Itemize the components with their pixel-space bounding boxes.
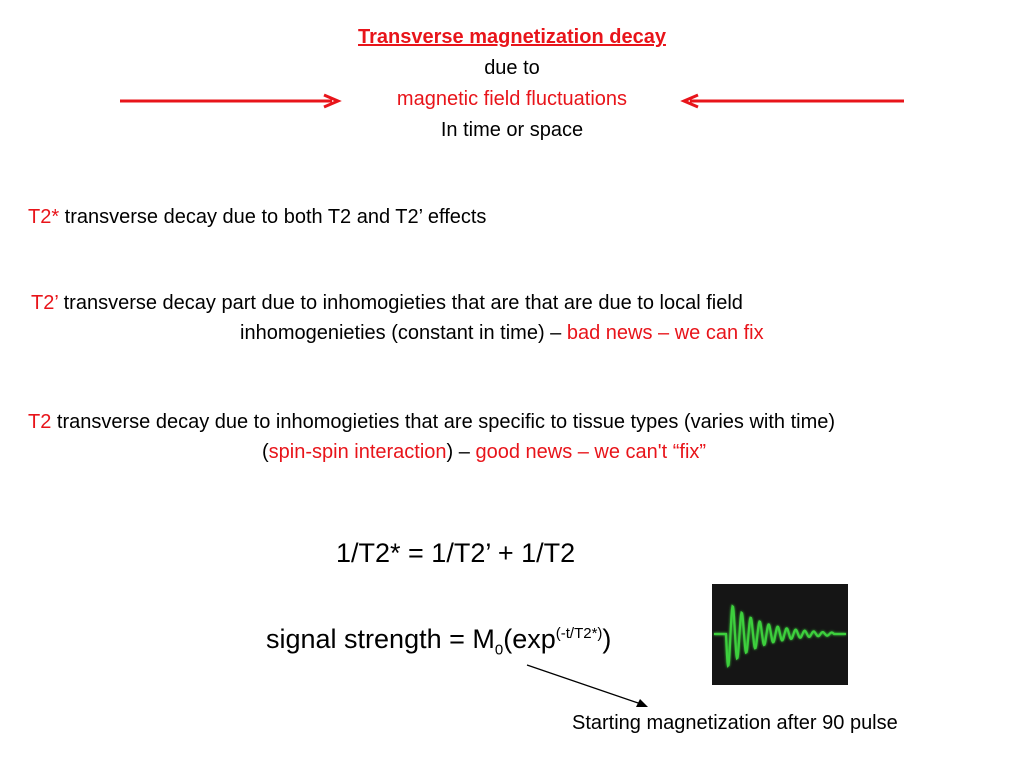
fid-waveform-image [712, 584, 848, 685]
t2-close-dash: ) – [446, 441, 476, 463]
formula-suffix: ) [602, 624, 612, 654]
subtitle-field-fluctuations: magnetic field fluctuations [396, 88, 628, 110]
t2-text1: transverse decay due to inhomogieties that are specific to tissue types (varies with time) [51, 411, 836, 433]
relaxation-formula: 1/T2* = 1/T2’ + 1/T2 [336, 538, 576, 568]
t2prime-text2: inhomogenieties (constant in time) – [240, 322, 567, 344]
t2prime-text1: transverse decay part due to inhomogieties that are that are due to local field [58, 292, 743, 314]
formula-prefix: signal strength = M [266, 624, 495, 654]
signal-strength-formula [266, 624, 612, 659]
subtitle-due-to: due to [484, 57, 540, 79]
t2star-text: transverse decay due to both T2 and T2’ effects [59, 206, 487, 228]
t2prime-definition-line1 [31, 288, 743, 318]
t2-interaction: spin-spin interaction [268, 441, 447, 463]
t2-definition-line2 [262, 437, 706, 467]
t2prime-highlight: bad news – we can fix [566, 322, 764, 344]
t2prime-definition-line2 [240, 318, 764, 348]
formula-exp: (exp [503, 624, 556, 654]
t2prime-label: T2’ [31, 292, 59, 314]
t2star-label: T2* [28, 206, 60, 228]
formula-subscript: 0 [494, 641, 504, 659]
t2star-definition [28, 202, 486, 232]
formula-superscript: (-t/T2*) [555, 625, 603, 642]
subtitle-time-space: In time or space [440, 119, 584, 141]
m0-annotation: Starting magnetization after 90 pulse [572, 712, 898, 734]
t2-open-paren: ( [262, 441, 269, 463]
decay-wave-icon [712, 584, 848, 685]
slide-title: Transverse magnetization decay [358, 26, 666, 48]
right-arrow-icon [684, 95, 904, 107]
m0-pointer-arrow-icon [527, 665, 648, 707]
t2-highlight: good news – we can't “fix” [475, 441, 707, 463]
t2-definition-line1 [28, 407, 835, 437]
t2-label: T2 [28, 411, 52, 433]
left-arrow-icon [120, 95, 338, 107]
